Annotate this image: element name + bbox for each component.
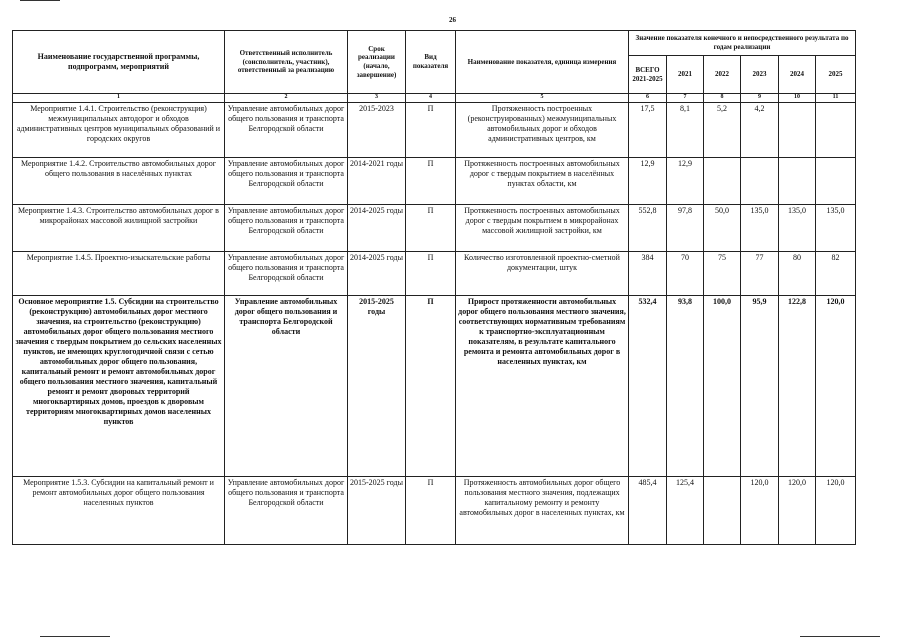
value-year [704, 476, 741, 544]
measure-name: Мероприятие 1.4.1. Строительство (реконструкция) межмуниципальных автодорог и обходов административных центров муниципальных образований и городских округов [13, 102, 225, 157]
value-year [779, 102, 816, 157]
value-total: 532,4 [629, 295, 667, 476]
value-total: 485,4 [629, 476, 667, 544]
column-number: 6 [629, 94, 667, 103]
value-year: 122,8 [779, 295, 816, 476]
indicator-type: П [406, 204, 456, 251]
value-total: 552,8 [629, 204, 667, 251]
header-year: 2022 [704, 56, 741, 94]
value-year [816, 157, 856, 204]
value-year: 125,4 [667, 476, 704, 544]
period: 2014-2025 годы [348, 204, 406, 251]
header-values-group: Значение показателя конечного и непосредственного результата по годам реализации [629, 31, 856, 56]
table-row [13, 476, 856, 544]
header-executor: Ответственный исполнитель (соисполнитель, участник), ответственный за реализацию [225, 31, 348, 94]
executor: Управление автомобильных дорог общего пользования и транспорта Белгородской области [225, 157, 348, 204]
scan-artifact-line [40, 636, 110, 637]
header-total: ВСЕГО 2021-2025 [629, 56, 667, 94]
value-year: 93,8 [667, 295, 704, 476]
value-year: 80 [779, 251, 816, 295]
value-year: 4,2 [741, 102, 779, 157]
table-row [13, 251, 856, 295]
column-number: 8 [704, 94, 741, 103]
indicator-type: П [406, 295, 456, 476]
period: 2014-2021 годы [348, 157, 406, 204]
value-year: 100,0 [704, 295, 741, 476]
header-row-1 [13, 31, 856, 56]
header-period: Срок реализации (начало, завершение) [348, 31, 406, 94]
value-year: 12,9 [667, 157, 704, 204]
indicator-name: Протяженность построенных автомобильных дорог с твердым покрытием в микрорайонах массовой жилищной застройки, км [456, 204, 629, 251]
column-number: 7 [667, 94, 704, 103]
table-row [13, 102, 856, 157]
measure-name: Мероприятие 1.4.2. Строительство автомобильных дорог общего пользования в населённых пунктах [13, 157, 225, 204]
executor: Управление автомобильных дорог общего пользования и транспорта Белгородской области [225, 204, 348, 251]
indicator-type: П [406, 102, 456, 157]
value-total: 12,9 [629, 157, 667, 204]
indicator-type: П [406, 476, 456, 544]
value-year: 70 [667, 251, 704, 295]
column-number: 10 [779, 94, 816, 103]
value-total: 384 [629, 251, 667, 295]
indicator-type: П [406, 251, 456, 295]
value-year [741, 157, 779, 204]
page-number: 26 [449, 16, 456, 24]
value-year: 97,8 [667, 204, 704, 251]
program-table [12, 30, 856, 545]
value-year: 8,1 [667, 102, 704, 157]
measure-name: Мероприятие 1.4.5. Проектно-изыскательские работы [13, 251, 225, 295]
column-number-row [13, 94, 856, 103]
executor: Управление автомобильных дорог общего пользования и транспорта Белгородской области [225, 251, 348, 295]
header-year: 2025 [816, 56, 856, 94]
value-year: 120,0 [816, 476, 856, 544]
value-year: 82 [816, 251, 856, 295]
table-row [13, 295, 856, 476]
column-number: 5 [456, 94, 629, 103]
value-total: 17,5 [629, 102, 667, 157]
header-program-name: Наименование государственной программы, подпрограмм, мероприятий [13, 31, 225, 94]
indicator-name: Прирост протяженности автомобильных дорог общего пользования местного значения, соответствующих нормативным требованиям к транспортно-эксплуатационным показателям, в результате капитального ремонта и ремонта автомобильных дорог в населенных пунктах, км [456, 295, 629, 476]
column-number: 4 [406, 94, 456, 103]
period: 2014-2025 годы [348, 251, 406, 295]
column-number: 2 [225, 94, 348, 103]
indicator-name: Протяженность автомобильных дорог общего пользования местного значения, подлежащих капитальному ремонту и ремонту автомобильных дорог в населенных пунктах, км [456, 476, 629, 544]
executor: Управление автомобильных дорог общего пользования и транспорта Белгородской области [225, 102, 348, 157]
value-year: 50,0 [704, 204, 741, 251]
measure-name: Мероприятие 1.5.3. Субсидии на капитальный ремонт и ремонт автомобильных дорог общего пользования населенных пунктов [13, 476, 225, 544]
scan-artifact-line [20, 0, 60, 1]
value-year: 135,0 [741, 204, 779, 251]
scan-artifact-line [800, 636, 880, 637]
value-year: 120,0 [741, 476, 779, 544]
indicator-name: Протяженность построенных (реконструированных) межмуниципальных автомобильных дорог и обходов административных центров, км [456, 102, 629, 157]
header-year: 2021 [667, 56, 704, 94]
header-indicator-type: Вид показателя [406, 31, 456, 94]
indicator-type: П [406, 157, 456, 204]
executor: Управление автомобильных дорог общего пользования и транспорта Белгородской области [225, 295, 348, 476]
header-year: 2024 [779, 56, 816, 94]
value-year: 120,0 [816, 295, 856, 476]
measure-name: Основное мероприятие 1.5. Субсидии на строительство (реконструкцию) автомобильных дорог местного значения, на строительство (реконструкцию) автомобильных дорог общего пользования местного значения с твердым покрытием до сельских населенных пунктов, не имеющих круглогодичной связи с сетью автомобильных дорог общего пользования, капитальный ремонт и ремонт автомобильных дорог общего пользования местного значения, капитальный ремонт и ремонт дворовых территорий многоквартирных домов, проездов к дворовым территориям многоквартирных домов населенных пунктов [13, 295, 225, 476]
value-year: 75 [704, 251, 741, 295]
value-year [816, 102, 856, 157]
indicator-name: Количество изготовленной проектно-сметной документации, штук [456, 251, 629, 295]
value-year: 135,0 [779, 204, 816, 251]
header-indicator-name: Наименование показателя, единица измерения [456, 31, 629, 94]
column-number: 9 [741, 94, 779, 103]
value-year: 5,2 [704, 102, 741, 157]
table-row [13, 204, 856, 251]
column-number: 11 [816, 94, 856, 103]
header-year: 2023 [741, 56, 779, 94]
column-number: 3 [348, 94, 406, 103]
measure-name: Мероприятие 1.4.3. Строительство автомобильных дорог в микрорайонах массовой жилищной застройки [13, 204, 225, 251]
value-year [779, 157, 816, 204]
value-year: 77 [741, 251, 779, 295]
value-year: 135,0 [816, 204, 856, 251]
period: 2015-2023 [348, 102, 406, 157]
value-year [704, 157, 741, 204]
indicator-name: Протяженность построенных автомобильных дорог с твердым покрытием в населённых пунктах области, км [456, 157, 629, 204]
column-number: 1 [13, 94, 225, 103]
period: 2015-2025 годы [348, 476, 406, 544]
table-row [13, 157, 856, 204]
executor: Управление автомобильных дорог общего пользования и транспорта Белгородской области [225, 476, 348, 544]
period: 2015-2025 годы [348, 295, 406, 476]
value-year: 95,9 [741, 295, 779, 476]
value-year: 120,0 [779, 476, 816, 544]
